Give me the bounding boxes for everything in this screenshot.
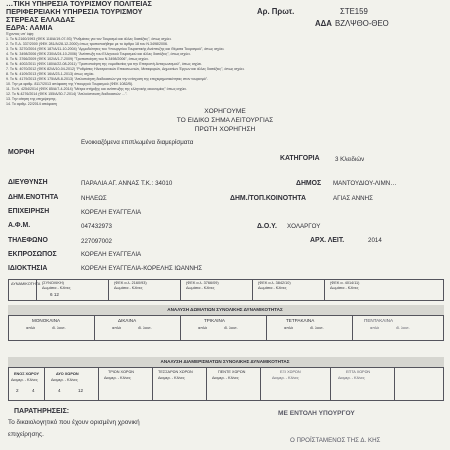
rooms-col4-simple: απλά — [284, 326, 293, 330]
table-divider — [352, 315, 353, 341]
capacity-col3-head: (ΦΕΚ α.λ. 3766/09) — [186, 281, 219, 285]
table-divider — [180, 315, 181, 341]
afm-label: Α.Φ.Μ. — [8, 222, 31, 229]
title-special-sign: ΤΟ ΕΙΔΙΚΟ ΣΗΜΑ ΛΕΙΤΟΥΡΓΙΑΣ — [176, 117, 274, 124]
legal-line: 6. Το Ν. 4002/2011 (ΦΕΚ 180/Α/22-08-2011) "Τροποποίηση της νομοθεσίας για την Επιτροπή Ανταγωνισμού", όπως ισχύει. — [6, 62, 203, 66]
katigoria-value: 3 Κλειδιών — [335, 156, 365, 163]
table-divider — [94, 315, 95, 341]
apartments-col2-head: ΔΥΟ ΧΩΡΩΝ — [56, 372, 79, 376]
ada-label: ΑΔΑ — [315, 19, 332, 28]
protocol-value: ΣΤΕ159 — [340, 7, 368, 16]
apartments-col3-head: ΤΡΙΩΝ ΧΩΡΩΝ — [108, 370, 135, 374]
apartments-col2-sub: Διαμερ. - Κλίνες — [51, 378, 78, 382]
apartments-col7-head: ΕΠΤΑ ΧΩΡΩΝ — [346, 370, 371, 374]
table-divider — [108, 279, 109, 301]
legal-line: 3. Το Ν. 3270/2004 (ΦΕΚ 187/Α/11-10-2004) "Αρμοδιότητες του Υπουργείου Τουριστικής Ανάπτυξης και Θέματα Τουρισμού", όπως ισχύει. — [6, 47, 225, 51]
remarks-line-1: Το δικαιολογητικό που έχουν ορισμένη χρονική — [8, 419, 140, 426]
rooms-col2-bath: ιδ. λουτ. — [138, 326, 152, 330]
legal-line: 14. Το αριθμ. 22/2014 απόφαση — [6, 102, 57, 106]
apartments-col5-head: ΠΕΝΤΕ ΧΩΡΩΝ — [218, 370, 246, 374]
koinotita-label: ΔΗΜ./ΤΟΠ.ΚΟΙΝΟΤΗΤΑ — [230, 195, 306, 202]
stamp-line-2: Ο ΠΡΟΪΣΤΑΜΕΝΟΣ ΤΗΣ Δ. ΚΗΣ — [290, 437, 381, 444]
tilefono-label: ΤΗΛΕΦΩΝΟ — [8, 237, 48, 244]
table-divider — [98, 367, 99, 401]
header-line-3: ΣΤΕΡΕΑΣ ΕΛΛΑΔΑΣ — [6, 15, 75, 24]
dim-enotita-label: ΔΗΜ.ΕΝΟΤΗΤΑ — [8, 194, 59, 201]
remarks-line-2: επιχείρησης. — [8, 431, 44, 438]
doy-label: Δ.Ο.Υ. — [257, 223, 277, 230]
rooms-col5-head: ΠΕΝΤΑΚΛΙΝΑ — [364, 318, 394, 323]
dimos-value: ΜΑΝΤΟΥΔΙΟΥ-ΛΙΜΝ… — [333, 180, 397, 187]
apartments-col3-sub: Διαμερ. - Κλίνες — [104, 376, 131, 380]
idioktisia-value: ΚΟΡΕΛΗ ΕΥΑΓΓΕΛΙΑ-ΚΟΡΕΛΗΣ ΙΩΑΝΝΗΣ — [81, 265, 203, 272]
afm-value: 047432973 — [81, 223, 112, 230]
rooms-col3-head: ΤΡΙΚΛΙΝΑ — [204, 318, 225, 323]
legal-line: 10. Την με αριθμ. 8117/2013 απόφαση της Υπουργού Τουρισμού (ΦΕΚ 1082/Β). — [6, 82, 134, 86]
capacity-col3-sub: Δωμάτια - Κλίνες — [186, 286, 215, 290]
apartments-col2-units: 4 — [58, 388, 61, 393]
apartments-col6-head: ΕΞΙ ΧΩΡΩΝ — [280, 370, 301, 374]
idioktisia-label: ΙΔΙΟΚΤΗΣΙΑ — [8, 265, 48, 272]
apartments-col6-sub: Διαμερ. - Κλίνες — [272, 376, 299, 380]
legal-line: 5. Το Ν. 3766/2009 (ΦΕΚ 102/Α/1-7-2009) "Τροποποίηση του Ν.3498/2006", όπως ισχύει. — [6, 57, 149, 61]
remarks-label: ΠΑΡΑΤΗΡΗΣΕΙΣ: — [14, 408, 70, 415]
legal-line: 7. Το Ν. 4070/2012 (ΦΕΚ 82/Α/10-04-2012) "Ρυθμίσεις Ηλεκτρονικών Επικοινωνιών, Μεταφορών, Δημοσίων Έργων και άλλες διατάξεις", όπως ισχύει. — [6, 67, 245, 71]
dim-enotita-value: ΝΗΛΕΩΣ — [81, 195, 107, 202]
stamp-line-1: ΜΕ ΕΝΤΟΛΗ ΥΠΟΥΡΓΟΥ — [278, 410, 355, 417]
legal-line: 4. Το Ν. 3498/2006 (ΦΕΚ 230/Α/24-10-2006) "Ανάπτυξη του Ελληνικού Τουρισμού και άλλες διατάξεις", όπως ισχύει. — [6, 52, 191, 56]
rooms-col5-bath: ιδ. λουτ. — [396, 326, 410, 330]
header-line-1: …ΤΙΚΗ ΥΠΗΡΕΣΙΑ ΤΟΥΡΙΣΜΟΥ ΠΟΛΙΤΕΙΑΣ — [6, 0, 152, 8]
ekprosopos-value: ΚΟΡΕΛΗ ΕΥΑΓΓΕΛΙΑ — [81, 251, 142, 258]
koinotita-value: ΑΓΙΑΣ ΑΝΝΗΣ — [333, 195, 373, 202]
apartments-col1-sub: Διαμερ. - Κλίνες — [11, 378, 38, 382]
doy-value: ΧΟΛΑΡΓΟΥ — [287, 223, 321, 230]
legal-line: 11. Το Ν. 4254/2014 (ΦΕΚ 85/Α/7-4-2014) "Μέτρα στήριξης και ανάπτυξης της ελληνικής οικονομίας" όπως ισχύει. — [6, 87, 187, 91]
apartments-col5-sub: Διαμερ. - Κλίνες — [212, 376, 239, 380]
rooms-col1-bath: ιδ. λουτ. — [52, 326, 66, 330]
capacity-col5-sub: Δωμάτια - Κλίνες — [330, 286, 359, 290]
legal-line: 9. Το Ν. 4179/2013 (ΦΕΚ 175/Α/8-8-2013) "Απλοποίηση διαδικασιών για την ενίσχυση της επιχειρηματικότητας στον τουρισμό". — [6, 77, 209, 81]
capacity-col2-sub: Δωμάτια - Κλίνες — [114, 286, 143, 290]
apartments-section-title: ΑΝΑΛΥΣΗ ΔΙΑΜΕΡΙΣΜΑΤΩΝ ΣΥΝΟΛΙΚΗΣ ΔΥΝΑΜΙΚΟΤΗΤΑΣ — [160, 359, 290, 364]
apartments-col4-head: ΤΕΣΣΑΡΩΝ ΧΩΡΩΝ — [158, 370, 193, 374]
capacity-col4-head: (ΦΕΚ α.λ. 3842/10) — [258, 281, 291, 285]
table-divider — [252, 279, 253, 301]
rooms-col4-head: ΤΕΤΡΑΚΛΙΝΑ — [286, 318, 315, 323]
morfi-label: ΜΟΡΦΗ — [8, 149, 35, 156]
rooms-col3-simple: απλά — [198, 326, 207, 330]
rooms-col5-simple: απλά — [370, 326, 379, 330]
rooms-col3-bath: ιδ. λουτ. — [224, 326, 238, 330]
morfi-value: Ενοικιαζόμενα επιπλωμένα διαμερίσματα — [81, 139, 194, 146]
protocol-label: Αρ. Πρωτ. — [257, 7, 295, 16]
dieuthinsi-value: ΠΑΡΑΛΙΑ ΑΓ. ΑΝΝΑΣ Τ.Κ.: 34010 — [81, 180, 173, 187]
table-divider — [394, 367, 395, 401]
epixeirisi-value: ΚΟΡΕΛΗ ΕΥΑΓΓΕΛΙΑ — [81, 209, 142, 216]
ekprosopos-label: ΕΚΠΡΟΣΩΠΟΣ — [8, 251, 57, 258]
epixeirisi-label: ΕΠΙΧΕΙΡΗΣΗ — [8, 208, 50, 215]
apartments-col1-beds: 4 — [32, 388, 35, 393]
rooms-col1-head: ΜΟΝΟΚΛΙΝΑ — [32, 318, 61, 323]
apartments-col7-sub: Διαμερ. - Κλίνες — [338, 376, 365, 380]
apartments-col4-sub: Διαμερ. - Κλίνες — [158, 376, 185, 380]
legal-intro: Έχοντας υπ' όψη: — [6, 32, 35, 36]
apartments-col2-beds: 12 — [78, 388, 84, 393]
legal-line: 2. Το Π.Δ. 337/2000 (ΦΕΚ 281/Α/28-12-2000) όπως τροποποιήθηκε με το άρθρο 18 του Ν.3498/2006. — [6, 42, 168, 46]
title-grant: ΧΟΡΗΓΟΥΜΕ — [204, 108, 246, 115]
table-divider — [260, 367, 261, 401]
rooms-col2-head: ΔΙΚΛΙΝΑ — [118, 318, 137, 323]
rooms-col1-simple: απλά — [26, 326, 35, 330]
table-divider — [180, 279, 181, 301]
capacity-label: ΔΥΝΑΜΙΚΟΤΗΤΑ — [11, 282, 41, 286]
table-divider — [44, 367, 45, 401]
apartments-col1-head: ΕΝΟΣ ΧΩΡΟΥ — [14, 372, 40, 376]
table-divider — [330, 367, 331, 401]
arx-leit-value: 2014 — [368, 237, 382, 244]
capacity-col1-values: 6 12 — [50, 292, 59, 297]
capacity-col1-head: (ΣΥΝΟΛΙΚΗ) — [42, 281, 64, 285]
legal-line: 8. Το Ν. 4109/2013 (ΦΕΚ 16/Α/23-1-2013) όπως ισχύει. — [6, 72, 95, 76]
capacity-col4-sub: Δωμάτια - Κλίνες — [258, 286, 287, 290]
capacity-col2-head: (ΦΕΚ α.λ. 2160/93) — [114, 281, 147, 285]
header-line-2: ΠΕΡΙΦΕΡΕΙΑΚΗ ΥΠΗΡΕΣΙΑ ΤΟΥΡΙΣΜΟΥ — [6, 7, 143, 16]
dimos-label: ΔΗΜΟΣ — [296, 180, 322, 187]
legal-line: 1. Το Ν.2160/1993 (ΦΕΚ 118/Α/19-07-93) "Ρυθμίσεις για τον Τουρισμό και άλλες διατάξεις", όπως ισχύει. — [6, 37, 172, 41]
arx-leit-label: ΑΡΧ. ΛΕΙΤ. — [310, 237, 345, 244]
capacity-col5-head: (ΦΕΚ α. 4014/11) — [330, 281, 360, 285]
legal-line: 12. Το Ν.4276/2014 (ΦΕΚ 155/Α/30-7-2014) "Απλούστευση διαδικασιών …". — [6, 92, 128, 96]
rooms-col2-simple: απλά — [112, 326, 121, 330]
capacity-table — [8, 279, 444, 301]
title-first-grant: ΠΡΩΤΗ ΧΟΡΗΓΗΣΗ — [194, 126, 256, 133]
ada-value: ΒΖΛΨΘΟ-ΘΕΟ — [335, 19, 389, 28]
katigoria-label: ΚΑΤΗΓΟΡΙΑ — [280, 155, 320, 162]
rooms-col4-bath: ιδ. λουτ. — [310, 326, 324, 330]
dieuthinsi-label: ΔΙΕΥΘΥΝΣΗ — [8, 179, 48, 186]
rooms-section-title: ΑΝΑΛΥΣΗ ΔΩΜΑΤΙΩΝ ΣΥΝΟΛΙΚΗΣ ΔΥΝΑΜΙΚΟΤΗΤΑΣ — [167, 307, 283, 312]
table-divider — [324, 279, 325, 301]
apartments-col1-units: 2 — [16, 388, 19, 393]
header-line-4: ΕΔΡΑ: ΛΑΜΙΑ — [6, 23, 53, 32]
capacity-col1-sub: Δωμάτια - Κλίνες — [42, 286, 71, 290]
legal-line: 13. Την αίτηση της επιχείρησης. — [6, 97, 57, 101]
table-divider — [266, 315, 267, 341]
tilefono-value: 227097002 — [81, 238, 112, 245]
table-divider — [206, 367, 207, 401]
table-divider — [152, 367, 153, 401]
